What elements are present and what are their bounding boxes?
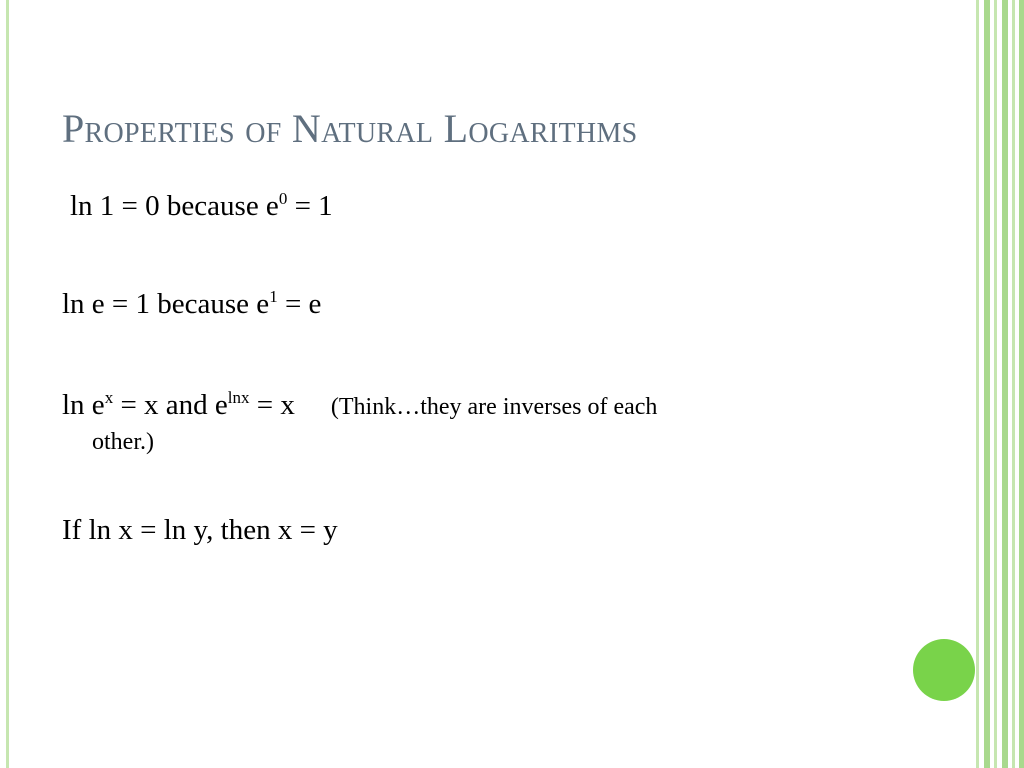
property-text: = x — [249, 389, 295, 421]
property-line-equality: If ln x = ln y, then x = y — [62, 514, 338, 546]
property-line-inverse — [62, 387, 657, 425]
inverse-note-continuation: other.) — [92, 429, 154, 455]
property-line-ln1 — [70, 188, 333, 224]
superscript: x — [104, 388, 114, 407]
property-text: = e — [277, 288, 322, 320]
property-text: ln 1 = 0 because e — [70, 190, 279, 222]
right-frame-stripe — [994, 0, 997, 768]
left-frame-line — [6, 0, 9, 768]
superscript: 0 — [278, 189, 288, 208]
right-frame-stripe — [1002, 0, 1008, 768]
superscript: lnx — [227, 388, 250, 407]
property-text: = x and e — [113, 389, 228, 421]
property-text: ln e — [62, 389, 105, 421]
property-line-ln-e — [62, 286, 321, 322]
right-frame-stripe — [984, 0, 990, 768]
property-text: = 1 — [287, 190, 333, 222]
inverse-note: (Think…they are inverses of each — [330, 394, 658, 420]
right-frame-stripe — [976, 0, 979, 768]
right-frame-stripe — [1012, 0, 1015, 768]
right-frame-stripe — [1019, 0, 1024, 768]
superscript: 1 — [269, 287, 278, 306]
slide-title: Properties of Natural Logarithms — [62, 106, 638, 151]
green-circle-icon — [913, 639, 975, 701]
property-text: ln e = 1 because e — [62, 288, 270, 320]
